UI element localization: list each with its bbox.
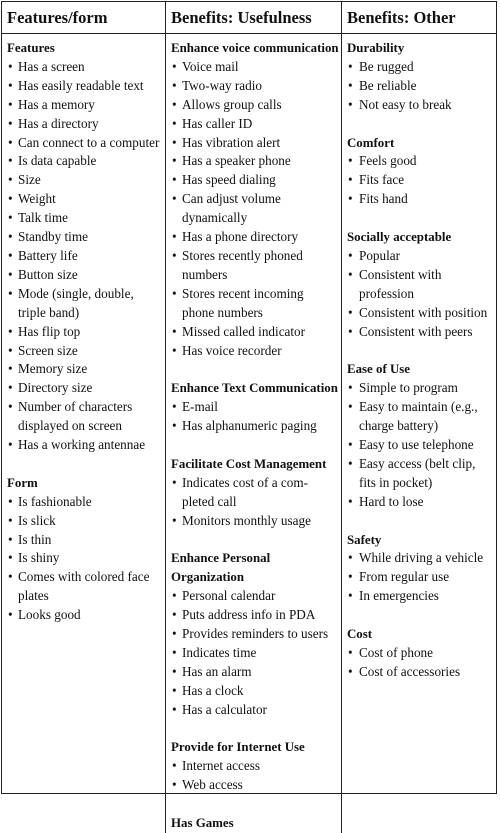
bullet-list <box>347 152 494 209</box>
list-item: • Is data capable <box>7 152 163 171</box>
section-title: Cost <box>347 627 373 642</box>
list-item: • Is thin <box>7 531 163 550</box>
list-item: • Has an alarm <box>171 663 339 682</box>
section-title: Features <box>7 41 55 55</box>
list-item: • Allows group calls <box>171 96 339 115</box>
list-item: • Has voice recorder <box>171 342 339 361</box>
list-item: • Stores recent incoming phone numbers <box>171 285 339 323</box>
list-item: • Has a memory <box>7 96 163 115</box>
list-item: • Hard to lose <box>347 493 494 512</box>
list-item: • Simple to program <box>347 379 494 398</box>
list-item: • Two-way radio <box>171 77 339 96</box>
bullet-list <box>347 549 494 606</box>
benefits-table <box>1 1 497 831</box>
bullet-list <box>7 493 163 625</box>
section-spacer <box>171 531 339 550</box>
list-item: • Puts address info in PDA <box>171 606 339 625</box>
list-item: • Battery life <box>7 247 163 266</box>
section-spacer <box>171 720 339 739</box>
list-item: • Has vibration alert <box>171 134 339 153</box>
section-title: Facilitate Cost Management <box>171 456 327 471</box>
bullet-list <box>171 58 339 361</box>
section-title: Enhance Personal Organization <box>171 551 271 585</box>
list-item: • Internet access <box>171 757 339 776</box>
list-item: • Cost of accessories <box>347 663 494 682</box>
list-item: • Stores recently phoned numbers <box>171 247 339 285</box>
list-item: • Button size <box>7 266 163 285</box>
list-item: • Web access <box>171 776 339 795</box>
list-item: • Has a calculator <box>171 701 339 720</box>
section-title: Durability <box>347 41 405 55</box>
list-item: • While driving a vehicle <box>347 549 494 568</box>
section-spacer <box>347 209 494 228</box>
list-item: • Indicates cost of a com-pleted call <box>171 474 339 512</box>
list-item: • Not easy to break <box>347 96 494 115</box>
list-item: • Weight <box>7 190 163 209</box>
column-benefits-other <box>341 34 496 833</box>
section-spacer <box>347 606 494 625</box>
list-item: • Easy to use telephone <box>347 436 494 455</box>
section-spacer <box>171 360 339 379</box>
header-features-form: Features/form <box>2 2 165 34</box>
list-item: • Looks good <box>7 606 163 625</box>
section-title: Enhance voice communication <box>171 41 339 55</box>
bullet-list <box>7 58 163 455</box>
list-item: • Personal calendar <box>171 587 339 606</box>
list-item: • Is fashionable <box>7 493 163 512</box>
section-title: Enhance Text Communication <box>171 381 338 396</box>
list-item: • Talk time <box>7 209 163 228</box>
bullet-list <box>171 587 339 719</box>
list-item: • Number of characters displayed on screen <box>7 398 163 436</box>
list-item: • Comes with colored face plates <box>7 568 163 606</box>
list-item: • Fits face <box>347 171 494 190</box>
list-item: • Can adjust volume dynamically <box>171 190 339 228</box>
list-item: • Standby time <box>7 228 163 247</box>
section-spacer <box>347 341 494 360</box>
section-spacer <box>7 455 163 474</box>
bullet-list <box>347 58 494 115</box>
bullet-list <box>171 757 339 795</box>
bullet-list <box>171 474 339 531</box>
bullet-list <box>171 398 339 436</box>
list-item: • Memory size <box>7 360 163 379</box>
list-item: • Monitors monthly usage <box>171 512 339 531</box>
section-title: Socially acceptable <box>347 230 452 245</box>
list-item: • Is shiny <box>7 549 163 568</box>
section-spacer <box>171 795 339 814</box>
list-item: • Has a speaker phone <box>171 152 339 171</box>
list-item: • Feels good <box>347 152 494 171</box>
list-item: • Directory size <box>7 379 163 398</box>
list-item: • Is slick <box>7 512 163 531</box>
list-item: • E-mail <box>171 398 339 417</box>
list-item: • Consistent with position <box>347 304 494 323</box>
section-title: Form <box>7 475 38 490</box>
list-item: • Voice mail <box>171 58 339 77</box>
list-item: • Easy access (belt clip, fits in pocket) <box>347 455 494 493</box>
list-item: • Has a clock <box>171 682 339 701</box>
bullet-list <box>347 379 494 511</box>
list-item: • Missed called indicator <box>171 323 339 342</box>
list-item: • Has a screen <box>7 58 163 77</box>
list-item: • Has easily readable text <box>7 77 163 96</box>
section-title: Comfort <box>347 135 395 150</box>
list-item: • Size <box>7 171 163 190</box>
section-spacer <box>347 115 494 134</box>
section-spacer <box>347 512 494 531</box>
section-spacer <box>171 436 339 455</box>
list-item: • In emergencies <box>347 587 494 606</box>
list-item: • Cost of phone <box>347 644 494 663</box>
list-item: • Indicates time <box>171 644 339 663</box>
list-item: • Popular <box>347 247 494 266</box>
list-item: • Consistent with peers <box>347 323 494 342</box>
list-item: • Has a working antennae <box>7 436 163 455</box>
section-title: Has Games <box>171 816 234 831</box>
section-title: Provide for Internet Use <box>171 740 305 755</box>
list-item: • From regular use <box>347 568 494 587</box>
list-item: • Be rugged <box>347 58 494 77</box>
bullet-list <box>347 644 494 682</box>
list-item: • Be reliable <box>347 77 494 96</box>
list-item: • Screen size <box>7 342 163 361</box>
list-item: • Has a phone directory <box>171 228 339 247</box>
section-title: Ease of Use <box>347 362 411 377</box>
header-benefits-other: Benefits: Other <box>341 2 496 34</box>
list-item: • Consistent with profession <box>347 266 494 304</box>
column-benefits-usefulness <box>165 34 341 833</box>
header-benefits-usefulness: Benefits: Usefulness <box>165 2 341 34</box>
list-item: • Mode (single, double, triple band) <box>7 285 163 323</box>
list-item: • Has speed dialing <box>171 171 339 190</box>
list-item: • Fits hand <box>347 190 494 209</box>
list-item: • Has a directory <box>7 115 163 134</box>
section-title: Safety <box>347 532 382 547</box>
list-item: • Has flip top <box>7 323 163 342</box>
list-item: • Has alphanumeric paging <box>171 417 339 436</box>
list-item: • Can connect to a computer <box>7 134 163 153</box>
bullet-list <box>347 247 494 342</box>
list-item: • Easy to maintain (e.g., charge battery) <box>347 398 494 436</box>
list-item: • Has caller ID <box>171 115 339 134</box>
column-features-form <box>2 34 165 833</box>
list-item: • Provides reminders to users <box>171 625 339 644</box>
